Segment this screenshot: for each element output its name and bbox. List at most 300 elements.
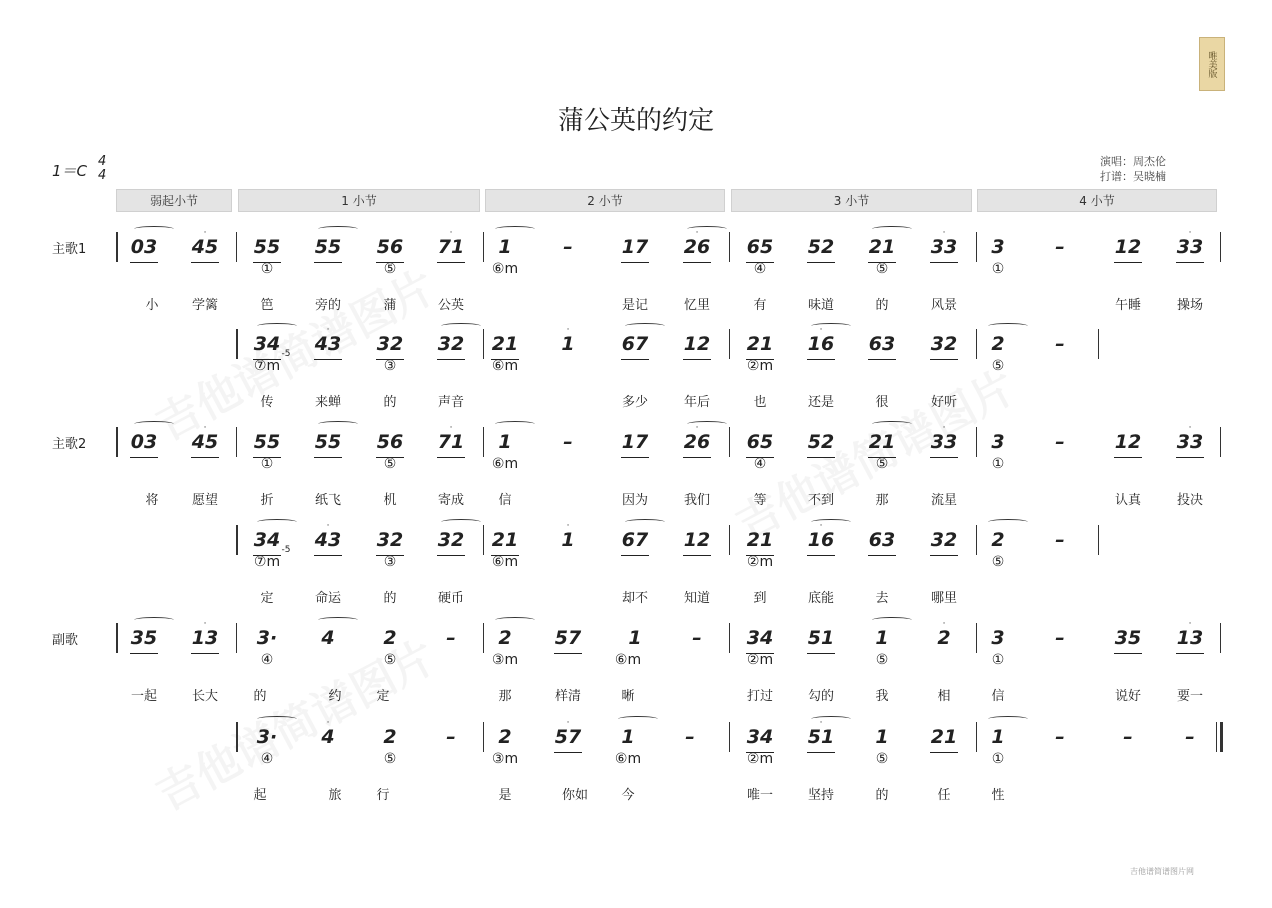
note: 12: [683, 333, 711, 355]
beam-line: [621, 262, 649, 263]
barline: [1220, 623, 1221, 653]
barline: [1098, 329, 1099, 359]
footer-text: 吉他谱简谱图片网: [1130, 867, 1194, 876]
slur-mark: [134, 617, 174, 623]
barline: [1220, 232, 1221, 262]
lyric: 我: [875, 689, 889, 704]
lyric: 信: [991, 689, 1005, 704]
note: 32: [437, 529, 465, 551]
lyric: 小: [145, 298, 159, 313]
beam-line: [930, 457, 958, 458]
lyric: 因为: [621, 493, 648, 508]
note: 56: [376, 236, 404, 258]
lyric: 旁的: [314, 298, 341, 313]
lyric: 信: [498, 493, 512, 508]
note: 65: [746, 236, 774, 258]
lyric: 旅: [328, 788, 342, 803]
lyric: 却不: [621, 591, 648, 606]
octave-dot: ·: [695, 228, 699, 238]
note: 13: [191, 627, 219, 649]
measure-header-3: 3 小节: [731, 189, 972, 212]
fingering-mark: ④: [753, 261, 767, 277]
slur-mark: [872, 617, 912, 623]
note: 35: [130, 627, 158, 649]
note: 55: [253, 236, 281, 258]
note: 32: [376, 333, 404, 355]
octave-dot: ·: [942, 228, 946, 238]
beam-line: [621, 457, 649, 458]
beam-line: [554, 752, 582, 753]
note: –: [1055, 236, 1065, 258]
note: 55: [253, 431, 281, 453]
octave-dot: ·: [203, 423, 207, 433]
note: 21: [746, 333, 774, 355]
lyric: 打过: [746, 689, 773, 704]
note: 03: [130, 236, 158, 258]
lyric: 的: [383, 395, 397, 410]
barline: [1098, 525, 1099, 555]
lyric: 多少: [621, 395, 648, 410]
note: 71: [437, 236, 465, 258]
octave-dot: ·: [203, 228, 207, 238]
fingering-mark: ⑤: [875, 751, 889, 767]
lyric: 你如: [561, 788, 588, 803]
note: 55: [314, 431, 342, 453]
lyric: 流星: [930, 493, 957, 508]
note: 1: [991, 726, 1005, 748]
slur-mark: [988, 716, 1028, 722]
beam-line: [314, 555, 342, 556]
lyric: 说好: [1114, 689, 1141, 704]
octave-dot: ·: [695, 423, 699, 433]
note: 51: [807, 726, 835, 748]
octave-dot: ·: [942, 423, 946, 433]
note: 57: [554, 726, 582, 748]
note: –: [1055, 333, 1065, 355]
fingering-mark: ⑥m: [491, 456, 519, 472]
fingering-mark: ⑤: [991, 554, 1005, 570]
fingering-mark: ①: [260, 261, 274, 277]
lyric: 午睡: [1114, 298, 1141, 313]
beam-line: [130, 262, 158, 263]
slur-mark: [318, 226, 358, 232]
lyric: 有: [753, 298, 767, 313]
lyric: 任: [937, 788, 951, 803]
slur-mark: [988, 323, 1028, 329]
note: 33: [1176, 431, 1204, 453]
note: 1: [561, 529, 575, 551]
note: 1: [621, 726, 635, 748]
fingering-mark: ①: [991, 751, 1005, 767]
lyric: 的: [253, 689, 267, 704]
lyric: 起: [253, 788, 267, 803]
note: 67: [621, 333, 649, 355]
lyric: 纸飞: [314, 493, 341, 508]
beam-line: [1114, 653, 1142, 654]
lyric: 很: [875, 395, 889, 410]
fingering-mark: ②m: [746, 652, 774, 668]
note: 56: [376, 431, 404, 453]
voice-label: 主歌1: [52, 242, 87, 257]
lyric: 年后: [683, 395, 710, 410]
note: 2: [991, 333, 1005, 355]
lyric: 坚持: [807, 788, 834, 803]
note: 1: [875, 726, 889, 748]
lyric: 硬币: [437, 591, 464, 606]
note: 3·: [256, 726, 278, 748]
measure-header-1: 1 小节: [238, 189, 480, 212]
lyric: 学篱: [191, 298, 218, 313]
lyric: 去: [875, 591, 889, 606]
fingering-mark: ⑥m: [491, 261, 519, 277]
time-signature-top: 4: [98, 154, 107, 169]
beam-line: [437, 262, 465, 263]
note: 45: [191, 236, 219, 258]
slur-mark: [495, 226, 535, 232]
fingering-mark: ⑥m: [491, 554, 519, 570]
beam-line: [314, 457, 342, 458]
slur-mark: [872, 421, 912, 427]
lyric: 命运: [314, 591, 341, 606]
octave-dot: ·: [942, 619, 946, 629]
note: –: [1055, 529, 1065, 551]
fingering-mark: ④: [260, 652, 274, 668]
lyric: 将: [145, 493, 159, 508]
note: 2: [383, 726, 397, 748]
note: 16: [807, 529, 835, 551]
lyric: 那: [875, 493, 889, 508]
beam-line: [621, 555, 649, 556]
note: 32: [376, 529, 404, 551]
note: 34: [746, 726, 774, 748]
lyric: 不到: [807, 493, 834, 508]
slur-mark: [988, 519, 1028, 525]
slur-mark: [134, 421, 174, 427]
note: 21: [491, 333, 519, 355]
fingering-mark: ③m: [491, 652, 519, 668]
fingering-mark: ①: [260, 456, 274, 472]
note: 34: [253, 529, 281, 551]
note: 33: [930, 431, 958, 453]
lyric: 还是: [807, 395, 834, 410]
slur-mark: [318, 617, 358, 623]
slur-mark: [618, 716, 658, 722]
note: 33: [1176, 236, 1204, 258]
note: 34: [253, 333, 281, 355]
note: –: [446, 726, 456, 748]
slur-mark: [134, 226, 174, 232]
octave-dot: ·: [819, 521, 823, 531]
slur-mark: [495, 421, 535, 427]
lyric: 到: [753, 591, 767, 606]
note: 17: [621, 236, 649, 258]
note: 4: [321, 726, 335, 748]
note: 3: [991, 431, 1005, 453]
fingering-mark: ③: [383, 358, 397, 374]
note: 1: [875, 627, 889, 649]
fingering-mark: ⑤: [875, 456, 889, 472]
beam-line: [807, 262, 835, 263]
note: 34: [746, 627, 774, 649]
beam-line: [191, 457, 219, 458]
lyric: 的: [875, 298, 889, 313]
lyric: 那: [498, 689, 512, 704]
fingering-mark: ⑦m: [253, 358, 281, 374]
note: 65: [746, 431, 774, 453]
lyric: 投决: [1176, 493, 1203, 508]
lyric: 相: [937, 689, 951, 704]
note: 21: [491, 529, 519, 551]
transcriber-credit: 打谱：吴晓楠: [1100, 170, 1166, 183]
octave-dot: ·: [819, 325, 823, 335]
fingering-mark: ④: [753, 456, 767, 472]
fingering-mark: ③m: [491, 751, 519, 767]
beam-line: [683, 457, 711, 458]
measure-header-pickup: 弱起小节: [116, 189, 232, 212]
final-barline: [1220, 722, 1223, 752]
beam-line: [683, 359, 711, 360]
note: –: [1185, 726, 1195, 748]
note: 03: [130, 431, 158, 453]
fingering-mark: ⑤: [875, 261, 889, 277]
note: –: [685, 726, 695, 748]
lyric: 知道: [683, 591, 710, 606]
lyric: 味道: [807, 298, 834, 313]
octave-dot: ·: [819, 718, 823, 728]
octave-dot: ·: [1188, 423, 1192, 433]
octave-dot: ·: [566, 718, 570, 728]
note: 33: [930, 236, 958, 258]
lyric: 好听: [930, 395, 957, 410]
fingering-mark: ①: [991, 652, 1005, 668]
note: 43: [314, 333, 342, 355]
octave-dot: ·: [326, 325, 330, 335]
fingering-mark: ⑥m: [614, 652, 642, 668]
note: –: [692, 627, 702, 649]
beam-line: [1114, 262, 1142, 263]
lyric: 的: [875, 788, 889, 803]
note: 51: [807, 627, 835, 649]
note: 3·: [256, 627, 278, 649]
note: 57: [554, 627, 582, 649]
beam-line: [807, 752, 835, 753]
fingering-mark: ⑥m: [614, 751, 642, 767]
lyric: 定: [376, 689, 390, 704]
note: 1: [628, 627, 642, 649]
note: 71: [437, 431, 465, 453]
octave-dot: ·: [203, 619, 207, 629]
beam-line: [437, 359, 465, 360]
lyric: 风景: [930, 298, 957, 313]
lyric: 哪里: [930, 591, 957, 606]
note: 63: [868, 333, 896, 355]
lyric: 要一: [1176, 689, 1203, 704]
slur-mark: [257, 716, 297, 722]
note: 32: [930, 529, 958, 551]
lyric: 等: [753, 493, 767, 508]
fingering-mark: ②m: [746, 554, 774, 570]
note: 26: [683, 236, 711, 258]
lyric: 性: [991, 788, 1005, 803]
lyric: 约: [328, 689, 342, 704]
lyric: 唯一: [746, 788, 773, 803]
lyric: 机: [383, 493, 397, 508]
note: 12: [683, 529, 711, 551]
note: –: [563, 431, 573, 453]
beam-line: [621, 359, 649, 360]
time-signature: [98, 155, 106, 183]
lyric: 折: [260, 493, 274, 508]
lyric: 底能: [807, 591, 834, 606]
lyric: 勾的: [807, 689, 834, 704]
lyric: 操场: [1176, 298, 1203, 313]
lyric: 是: [498, 788, 512, 803]
fingering-mark: ⑤: [991, 358, 1005, 374]
lyric: 也: [753, 395, 767, 410]
note: –: [1123, 726, 1133, 748]
lyric: 蒲: [383, 298, 397, 313]
octave-dot: ·: [566, 325, 570, 335]
note: 21: [930, 726, 958, 748]
beam-line: [930, 752, 958, 753]
beam-line: [1114, 457, 1142, 458]
fingering-mark: ⑦m: [253, 554, 281, 570]
beam-line: [191, 653, 219, 654]
octave-dot: ·: [566, 521, 570, 531]
beam-line: [437, 457, 465, 458]
note: 21: [868, 431, 896, 453]
note: 35: [1114, 627, 1142, 649]
beam-line: [130, 457, 158, 458]
slur-mark: [625, 323, 665, 329]
lyric: 寄成: [437, 493, 464, 508]
beam-line: [1176, 653, 1204, 654]
beam-line: [314, 359, 342, 360]
beam-line: [868, 555, 896, 556]
lyric: 公英: [437, 298, 464, 313]
lyric: 的: [383, 591, 397, 606]
lyric: 今: [621, 788, 635, 803]
note: 3: [991, 236, 1005, 258]
beam-line: [314, 262, 342, 263]
note: 2: [498, 726, 512, 748]
lyric: 样清: [554, 689, 581, 704]
fingering-mark: ①: [991, 456, 1005, 472]
voice-label: 主歌2: [52, 437, 87, 452]
note: 63: [868, 529, 896, 551]
fingering-mark: ④: [260, 751, 274, 767]
beam-line: [683, 262, 711, 263]
note: 32: [437, 333, 465, 355]
note: 21: [746, 529, 774, 551]
beam-line: [1176, 262, 1204, 263]
lyric: 是记: [621, 298, 648, 313]
beam-line: [930, 359, 958, 360]
slur-mark: [495, 617, 535, 623]
note: 1: [498, 236, 512, 258]
score-title: 蒲公英的约定: [557, 106, 714, 136]
lyric: 长大: [191, 689, 218, 704]
lyric: 愿望: [191, 493, 218, 508]
note: 26: [683, 431, 711, 453]
slur-mark: [257, 519, 297, 525]
fingering-mark: ⑤: [875, 652, 889, 668]
lyric: 来蝉: [314, 395, 341, 410]
beam-line: [130, 653, 158, 654]
slur-mark: [441, 519, 481, 525]
fingering-mark: ⑤: [383, 751, 397, 767]
note: –: [1055, 627, 1065, 649]
measure-header-4: 4 小节: [977, 189, 1217, 212]
note: 4: [321, 627, 335, 649]
note: 32: [930, 333, 958, 355]
note: 16: [807, 333, 835, 355]
beam-line: [191, 262, 219, 263]
lyric: 行: [376, 788, 390, 803]
beam-line: [807, 555, 835, 556]
fingering-mark: ⑥m: [491, 358, 519, 374]
singer-credit: 演唱：周杰伦: [1100, 155, 1166, 168]
note: 52: [807, 431, 835, 453]
note: 12: [1114, 236, 1142, 258]
slur-mark: [441, 323, 481, 329]
note: 67: [621, 529, 649, 551]
note: 17: [621, 431, 649, 453]
octave-dot: ·: [326, 718, 330, 728]
fingering-mark: ⑤: [383, 456, 397, 472]
beam-line: [807, 653, 835, 654]
note: 21: [868, 236, 896, 258]
lyric: 一起: [130, 689, 157, 704]
beam-line: [807, 359, 835, 360]
lyric: 定: [260, 591, 274, 606]
note: 52: [807, 236, 835, 258]
fingering-mark: ②m: [746, 751, 774, 767]
note: –: [446, 627, 456, 649]
beam-line: [683, 555, 711, 556]
note: 2: [383, 627, 397, 649]
beam-line: [930, 555, 958, 556]
beam-line: [868, 359, 896, 360]
slur-mark: [318, 421, 358, 427]
lyric: 忆里: [683, 298, 710, 313]
beam-line: [554, 653, 582, 654]
beam-line: [437, 555, 465, 556]
measure-header-2: 2 小节: [485, 189, 725, 212]
note: 3: [991, 627, 1005, 649]
voice-label: 副歌: [52, 633, 79, 648]
note: 43: [314, 529, 342, 551]
lyric: 声音: [437, 395, 464, 410]
note: 13: [1176, 627, 1204, 649]
slur-mark: [257, 323, 297, 329]
note: 2: [937, 627, 951, 649]
fingering-mark: ⑤: [383, 652, 397, 668]
beam-line: [930, 262, 958, 263]
fingering-mark: ①: [991, 261, 1005, 277]
lyric: 认真: [1114, 493, 1141, 508]
octave-dot: ·: [449, 423, 453, 433]
beam-line: [1176, 457, 1204, 458]
note: 1: [561, 333, 575, 355]
time-signature-bottom: 4: [98, 168, 107, 183]
note: 45: [191, 431, 219, 453]
note: –: [1055, 431, 1065, 453]
key-signature: 1＝C: [52, 162, 88, 180]
lyric: 我们: [683, 493, 710, 508]
fingering-superscript: -5: [281, 349, 291, 359]
note: –: [563, 236, 573, 258]
